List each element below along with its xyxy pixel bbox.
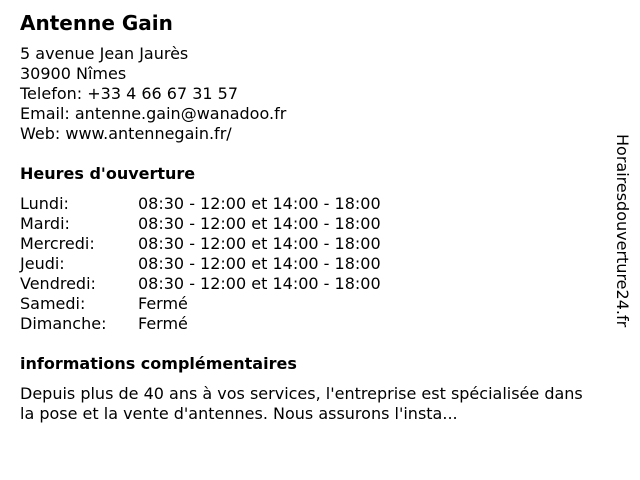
hours-day: Lundi: (20, 194, 69, 213)
hours-row-monday (20, 194, 381, 214)
additional-info-heading: informations complémentaires (20, 354, 297, 373)
hours-row-saturday (20, 294, 381, 314)
hours-day: Samedi: (20, 294, 86, 313)
business-description: Depuis plus de 40 ans à vos services, l'entreprise est spécialisée dans la pose et la vente d'antennes. Nous assurons l'insta... (20, 384, 583, 423)
hours-time: 08:30 - 12:00 et 14:00 - 18:00 (138, 254, 381, 273)
hours-time: 08:30 - 12:00 et 14:00 - 18:00 (138, 214, 381, 233)
business-name: Antenne Gain (20, 11, 173, 35)
hours-day: Mardi: (20, 214, 70, 233)
site-watermark: Horairesdouverture24.fr (613, 134, 632, 328)
phone-text: Telefon: +33 4 66 67 31 57 (20, 84, 239, 103)
contact-block (20, 44, 286, 144)
address-city: 30900 Nîmes (20, 64, 127, 83)
hours-time: 08:30 - 12:00 et 14:00 - 18:00 (138, 194, 381, 213)
website-text: Web: www.antennegain.fr/ (20, 124, 232, 143)
hours-day: Mercredi: (20, 234, 95, 253)
hours-time: 08:30 - 12:00 et 14:00 - 18:00 (138, 274, 381, 293)
hours-day: Vendredi: (20, 274, 96, 293)
email-text: Email: antenne.gain@wanadoo.fr (20, 104, 287, 123)
hours-row-wednesday (20, 234, 381, 254)
hours-day: Jeudi: (20, 254, 65, 273)
address-street: 5 avenue Jean Jaurès (20, 44, 189, 63)
hours-row-tuesday (20, 214, 381, 234)
hours-time: Fermé (138, 314, 188, 333)
hours-time: 08:30 - 12:00 et 14:00 - 18:00 (138, 234, 381, 253)
opening-hours-heading: Heures d'ouverture (20, 164, 196, 183)
hours-row-friday (20, 274, 381, 294)
hours-row-sunday (20, 314, 381, 334)
hours-time: Fermé (138, 294, 188, 313)
opening-hours-table (20, 194, 381, 334)
hours-row-thursday (20, 254, 381, 274)
hours-day: Dimanche: (20, 314, 107, 333)
